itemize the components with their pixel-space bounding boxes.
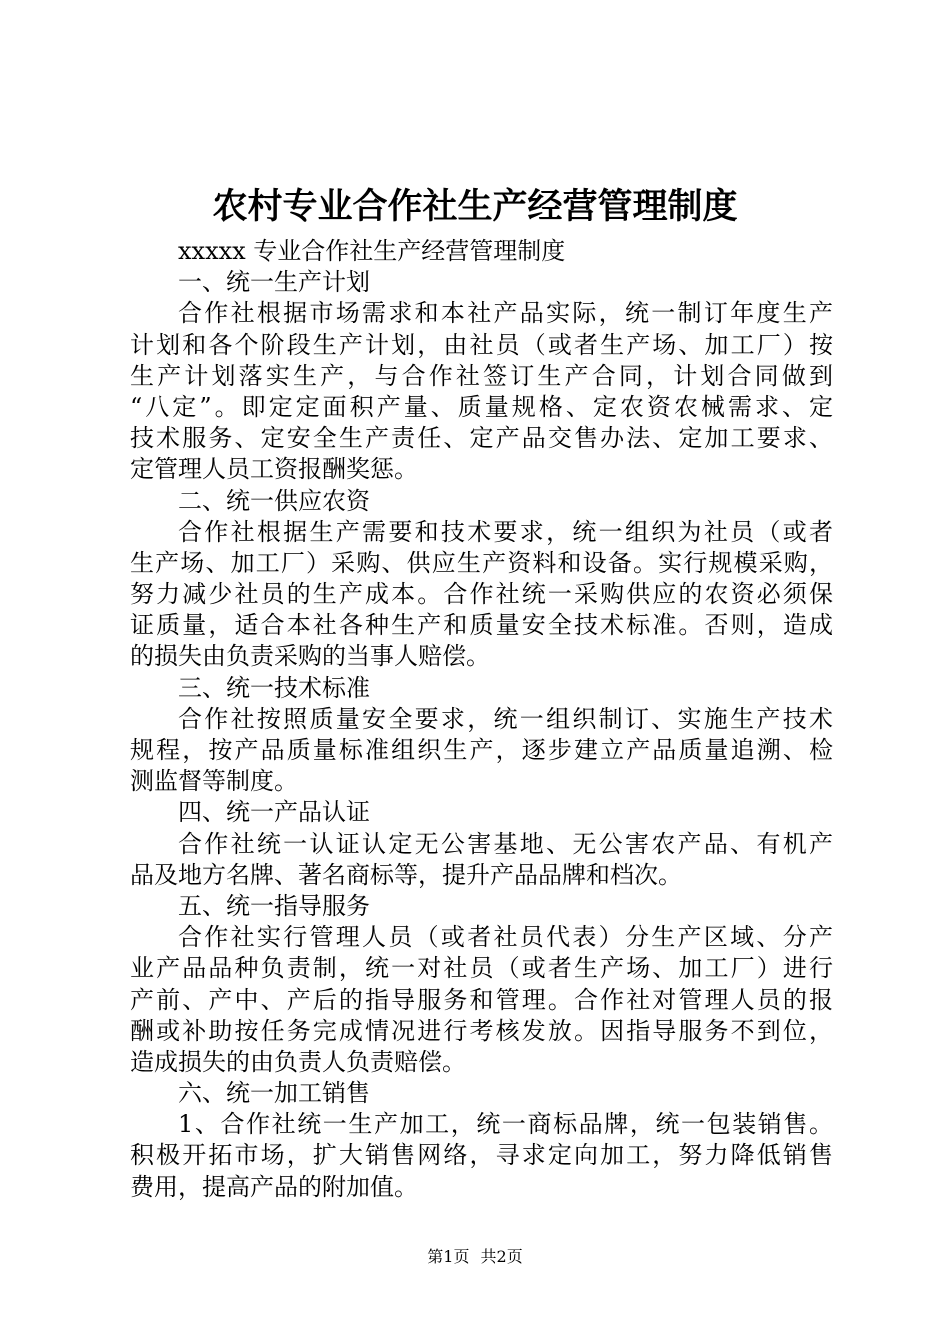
paragraph-line: 生产计划落实生产，与合作社签订生产合同，计划合同做到	[130, 361, 833, 390]
paragraph-line: 造成损失的由负责人负责赔偿。	[130, 1047, 466, 1076]
section-heading: 五、统一指导服务	[178, 891, 370, 920]
paragraph-line: 规程，按产品质量标准组织生产，逐步建立产品质量追溯、检	[130, 736, 833, 764]
paragraph-line: 品及地方名牌、著名商标等，提升产品品牌和档次。	[130, 860, 682, 889]
paragraph-line: 合作社实行管理人员（或者社员代表）分生产区域、分产	[178, 923, 833, 952]
paragraph-line: 费用，提高产品的附加值。	[130, 1172, 418, 1201]
document-title: 农村专业合作社生产经营管理制度	[212, 186, 738, 227]
section-heading: 六、统一加工销售	[178, 1079, 370, 1108]
page-number: 第1页	[427, 1247, 470, 1266]
page-footer	[0, 1245, 950, 1269]
paragraph-line: 积极开拓市场，扩大销售网络，寻求定向加工，努力降低销售	[130, 1141, 833, 1170]
page-total: 共2页	[480, 1247, 523, 1266]
paragraph-line: 产前、产中、产后的指导服务和管理。合作社对管理人员的报	[130, 985, 833, 1014]
paragraph-line: 合作社按照质量安全要求，统一组织制订、实施生产技术	[178, 704, 833, 733]
paragraph-line: 1、合作社统一生产加工，统一商标品牌，统一包装销售。	[178, 1110, 833, 1139]
paragraph-line: 技术服务、定安全生产责任、定产品交售办法、定加工要求、	[130, 424, 833, 453]
paragraph-line: 合作社根据生产需要和技术要求，统一组织为社员（或者	[178, 517, 833, 546]
document-subtitle: xxxxx 专业合作社生产经营管理制度	[178, 237, 566, 265]
section-heading: 三、统一技术标准	[178, 673, 370, 702]
section-heading: 二、统一供应农资	[178, 486, 370, 515]
paragraph-line: 生产场、加工厂）采购、供应生产资料和设备。实行规模采购，	[130, 548, 833, 577]
paragraph-line: 计划和各个阶段生产计划，由社员（或者生产场、加工厂）按	[130, 330, 833, 359]
paragraph-line: 证质量，适合本社各种生产和质量安全技术标准。否则，造成	[130, 611, 833, 640]
paragraph-line: 定管理人员工资报酬奖惩。	[130, 455, 418, 484]
paragraph-line: 合作社根据市场需求和本社产品实际，统一制订年度生产	[178, 299, 833, 328]
paragraph-line: “八定”。即定定面积产量、质量规格、定农资农械需求、定	[130, 392, 833, 421]
paragraph-line: 合作社统一认证认定无公害基地、无公害农产品、有机产	[178, 829, 833, 858]
section-heading: 四、统一产品认证	[178, 798, 370, 827]
section-heading: 一、统一生产计划	[178, 268, 370, 297]
paragraph-line: 测监督等制度。	[130, 767, 298, 796]
paragraph-line: 酬或补助按任务完成情况进行考核发放。因指导服务不到位，	[130, 1016, 833, 1045]
paragraph-line: 业产品品种负责制，统一对社员（或者生产场、加工厂）进行	[130, 954, 833, 983]
paragraph-line: 努力减少社员的生产成本。合作社统一采购供应的农资必须保	[130, 580, 833, 609]
document-body	[130, 236, 833, 1203]
paragraph-line: 的损失由负责采购的当事人赔偿。	[130, 642, 490, 671]
